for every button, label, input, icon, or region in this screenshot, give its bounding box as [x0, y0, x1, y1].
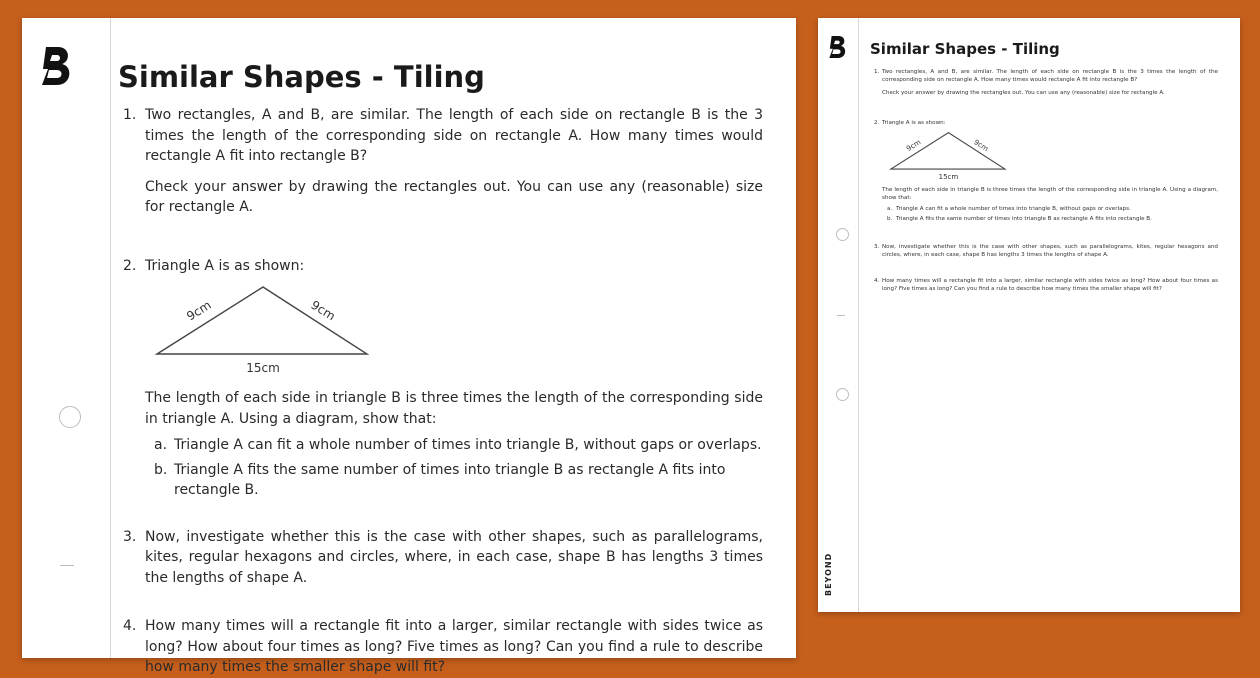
question-text: The length of each side in triangle B is three times the length of the corresponding side in triangle A. Using a diagram, show that: [882, 187, 1218, 201]
question-2 [123, 256, 763, 501]
triangle-side-label: 9cm [904, 137, 923, 154]
triangle-base-label: 15cm [246, 361, 280, 375]
beyond-logo-icon [827, 34, 849, 60]
subpart-letter: a. [154, 437, 168, 453]
punch-hole [836, 388, 849, 401]
question-number: 1. [874, 69, 880, 75]
question-text: Two rectangles, A and B, are similar. The length of each side on rectangle B is the 3 times the length of the corresponding side on rectangle A. How many times would rectangle A fit into rectangle B? [145, 107, 763, 164]
subpart-list [145, 435, 763, 501]
question-text: How many times will a rectangle fit into a larger, similar rectangle with sides twice as long? How about four times as long? Five times as long? Can you find a rule to describe how many times the smaller shape will fit? [145, 618, 763, 675]
subpart-letter: b. [154, 461, 168, 478]
question-text: Now, investigate whether this is the case with other shapes, such as parallelograms, kites, regular hexagons and circles, where, in each case, shape B has lengths 3 times the lengths of shape A. [882, 244, 1218, 258]
punch-hole [59, 406, 81, 428]
subpart-text: Triangle A fits the same number of times into triangle B as rectangle A fits into rectangle B. [174, 461, 726, 498]
question-number: 1. [123, 107, 137, 123]
page-title: Similar Shapes - Tiling [870, 40, 1060, 58]
question-text: Triangle A is as shown: [882, 120, 946, 126]
page-title: Similar Shapes - Tiling [118, 60, 485, 94]
question-4 [874, 277, 1218, 293]
question-2 [874, 119, 1218, 223]
margin-line [858, 18, 859, 612]
question-1 [123, 105, 763, 218]
triangle-shape [157, 287, 367, 354]
triangle-base-label: 15cm [938, 171, 959, 181]
question-text: Now, investigate whether this is the case with other shapes, such as parallelograms, kites, regular hexagons and circles, where, in each case, shape B has lengths 3 times the lengths of shape A. [145, 528, 763, 586]
subpart-list [882, 205, 1218, 223]
question-list [874, 68, 1218, 293]
beyond-logo-icon [38, 44, 76, 88]
subpart-text: Triangle A can fit a whole number of times into triangle B, without gaps or overlaps. [896, 206, 1131, 212]
question-number: 3. [874, 244, 880, 250]
question-text: Check your answer by drawing the rectangles out. You can use any (reasonable) size for rectangle A. [145, 178, 763, 215]
punch-hole [836, 228, 849, 241]
question-text: Triangle A is as shown: [145, 257, 305, 274]
worksheet-page-thumbnail [818, 18, 1240, 612]
margin-line [110, 18, 111, 658]
question-number: 2. [123, 257, 137, 274]
question-3 [874, 243, 1218, 259]
triangle-side-label: 9cm [308, 297, 338, 324]
question-4 [123, 616, 763, 678]
subpart-a [882, 205, 1218, 213]
subpart-a [145, 435, 763, 456]
question-1 [874, 68, 1218, 97]
triangle-side-label: 9cm [972, 137, 991, 154]
subpart-text: Triangle A can fit a whole number of times into triangle B, without gaps or overlaps. [174, 437, 762, 453]
fold-mark [60, 565, 74, 566]
worksheet-page-large [22, 18, 796, 675]
subpart-text: Triangle A fits the same number of times into triangle B as rectangle A fits into rectangle B. [896, 216, 1152, 222]
triangle-diagram [149, 284, 379, 376]
subpart-letter: a. [887, 206, 893, 212]
question-text: Two rectangles, A and B, are similar. The length of each side on rectangle B is the 3 times the length of the corresponding side on rectangle A. How many times would rectangle A fit into rectangle B? [882, 69, 1218, 83]
triangle-side-label: 9cm [184, 297, 214, 324]
fold-mark [837, 315, 845, 316]
question-number: 3. [123, 528, 137, 545]
subpart-letter: b. [887, 216, 893, 222]
brand-wordmark: BEYOND [824, 552, 833, 596]
question-text: The length of each side in triangle B is three times the length of the corresponding side in triangle A. Using a diagram, show that: [145, 390, 763, 427]
question-number: 4. [874, 278, 880, 284]
question-number: 2. [874, 120, 880, 126]
triangle-diagram [886, 131, 1012, 181]
question-text: How many times will a rectangle fit into a larger, similar rectangle with sides twice as long? How about four times as long? Five times as long? Can you find a rule to describe how many times the smaller shape will fit? [882, 278, 1218, 292]
subpart-b [882, 215, 1218, 223]
question-list [123, 105, 763, 678]
question-number: 4. [123, 618, 137, 634]
question-3 [123, 527, 763, 589]
question-text: Check your answer by drawing the rectangles out. You can use any (reasonable) size for rectangle A. [882, 90, 1165, 96]
subpart-b [145, 460, 763, 501]
